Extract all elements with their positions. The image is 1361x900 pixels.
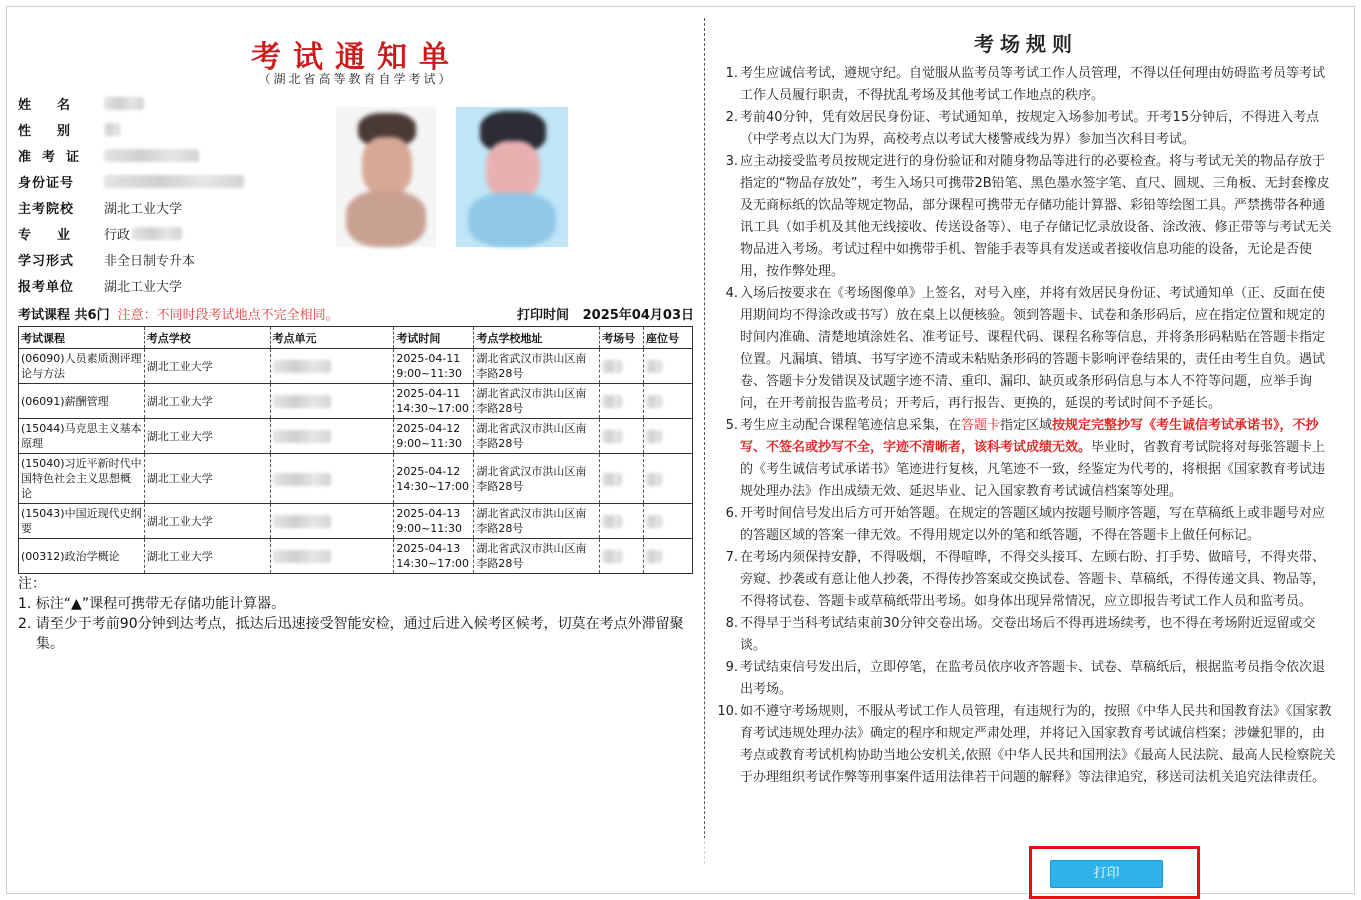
cell-unit — [270, 419, 394, 454]
rule-number: 4. — [725, 286, 738, 301]
cell-course: (15040)习近平新时代中国特色社会主义思想概论 — [19, 454, 145, 504]
rule-number: 10. — [717, 704, 738, 719]
candidate-photo — [336, 107, 436, 247]
cell-seat — [644, 419, 693, 454]
exam-date: 2025-04-13 — [396, 507, 461, 520]
notes-title: 注： — [18, 576, 46, 592]
rule-number: 9. — [725, 660, 738, 675]
rule-number: 5. — [725, 418, 738, 433]
cell-unit — [270, 539, 394, 574]
rule-item — [716, 63, 1336, 107]
redacted-value — [602, 515, 622, 528]
exam-time: 14:30~17:00 — [396, 479, 469, 493]
candidate-info — [18, 90, 338, 298]
rule-number: 8. — [725, 616, 738, 631]
rule-item — [716, 657, 1336, 701]
cell-course: (06090)人员素质测评理论与方法 — [19, 349, 145, 384]
rule-item — [716, 701, 1336, 789]
rule-item — [716, 107, 1336, 151]
table-row — [19, 454, 693, 504]
redacted-value — [602, 473, 622, 486]
info-row-gender — [18, 116, 338, 142]
exam-time: 9:00~11:30 — [396, 437, 462, 450]
exam-date: 2025-04-11 — [396, 387, 461, 400]
cell-school: 湖北工业大学 — [144, 419, 270, 454]
cell-unit — [270, 349, 394, 384]
notice-subtitle: （湖北省高等教育自学考试） — [258, 72, 454, 86]
info-label: 准考证 — [18, 149, 91, 165]
id-photo — [456, 107, 568, 247]
panel-divider — [704, 18, 705, 864]
cell-room — [600, 384, 644, 419]
course-warning: 注意：不同时段考试地点不完全相同。 — [117, 308, 339, 323]
cell-unit — [270, 384, 394, 419]
col-room: 考场号 — [600, 327, 644, 349]
info-label: 主考院校 — [18, 201, 75, 217]
redacted-value — [273, 360, 331, 373]
table-header-row — [19, 327, 693, 349]
col-school: 考点学校 — [144, 327, 270, 349]
cell-time — [394, 504, 474, 539]
cell-address: 湖北省武汉市洪山区南李路28号 — [474, 349, 600, 384]
redacted-value — [104, 149, 199, 162]
notes — [18, 574, 694, 654]
redacted-value — [602, 395, 622, 408]
cell-seat — [644, 454, 693, 504]
redacted-value — [132, 227, 182, 240]
cell-school: 湖北工业大学 — [144, 454, 270, 504]
cell-room — [600, 454, 644, 504]
col-course: 考试课程 — [19, 327, 145, 349]
rule-text: 考试结束信号发出后，立即停笔，在监考员依序收齐答题卡、试卷、草稿纸后，根据监考员指令依次退出考场。 — [740, 660, 1326, 697]
cell-unit — [270, 454, 394, 504]
info-row-name — [18, 90, 338, 116]
exam-time: 14:30~17:00 — [396, 402, 469, 415]
cell-time — [394, 454, 474, 504]
rule-item — [716, 613, 1336, 657]
rule-text: 如不遵守考场规则，不服从考试工作人员管理，有违规行为的，按照《中华人民共和国教育法》《国家教育考试违规处理办法》确定的程序和规定严肃处理，并将记入国家教育考试诚信档案；涉嫌犯罪的，由考点或教育考试机构协助当地公安机关,依照《中华人民共和国刑法》《最高人民法院、最高人民检察院关于办理组织考试作弊等刑事案件适用法律若干问题的解释》等法律追究，移送司法机关追究法律责任。 — [740, 704, 1336, 785]
col-time: 考试时间 — [394, 327, 474, 349]
cell-seat — [644, 349, 693, 384]
info-row-study-mode — [18, 246, 338, 272]
exam-schedule-table — [18, 326, 693, 574]
cell-room — [600, 349, 644, 384]
redacted-value — [646, 395, 662, 408]
redacted-value — [104, 175, 244, 188]
info-label: 报考单位 — [18, 279, 75, 295]
cell-address: 湖北省武汉市洪山区南李路28号 — [474, 384, 600, 419]
cell-school: 湖北工业大学 — [144, 504, 270, 539]
exam-time: 9:00~11:30 — [396, 522, 462, 535]
cell-school: 湖北工业大学 — [144, 384, 270, 419]
redacted-value — [273, 550, 331, 563]
print-time: 打印时间 2025年04月03日 — [517, 308, 694, 323]
course-count: 考试课程 共6门 — [18, 308, 110, 323]
info-label: 学习形式 — [18, 253, 75, 269]
redacted-value — [602, 430, 622, 443]
cell-room — [600, 539, 644, 574]
rule-text: 开考时间信号发出后方可开始答题。在规定的答题区域内按题号顺序答题，写在草稿纸上或非题号对应的答题区域的答案一律无效。不得用规定以外的笔和纸答题，不得在答题卡上做任何标记。 — [740, 506, 1326, 543]
cell-address: 湖北省武汉市洪山区南李路28号 — [474, 454, 600, 504]
cell-time — [394, 384, 474, 419]
rule-number: 3. — [725, 154, 738, 169]
cell-seat — [644, 384, 693, 419]
table-row — [19, 419, 693, 454]
exam-date: 2025-04-12 — [396, 422, 461, 435]
table-row — [19, 349, 693, 384]
info-row-major — [18, 220, 338, 246]
rule-number: 7. — [725, 550, 738, 565]
redacted-value — [646, 430, 662, 443]
redacted-value — [646, 550, 662, 563]
rule-number: 6. — [725, 506, 738, 521]
redacted-value — [273, 515, 331, 528]
info-value: 非全日制专升本 — [104, 253, 196, 269]
redacted-value — [646, 360, 662, 373]
course-summary — [18, 304, 694, 323]
cell-unit — [270, 504, 394, 539]
redacted-value — [646, 473, 662, 486]
cell-address: 湖北省武汉市洪山区南李路28号 — [474, 419, 600, 454]
rule-emphasis: 按规定完整抄写《考生诚信考试承诺书》，不抄写、不签名或抄写不全，字迹不清晰者，该科考试成绩无效。 — [740, 418, 1319, 455]
info-label: 专业 — [18, 227, 97, 243]
cell-room — [600, 419, 644, 454]
info-row-ticket — [18, 142, 338, 168]
exam-time: 14:30~17:00 — [396, 557, 469, 570]
cell-school: 湖北工业大学 — [144, 539, 270, 574]
rule-text: 在考场内须保持安静，不得吸烟，不得喧哗，不得交头接耳、左顾右盼、打手势、做暗号，不得夹带、旁窥、抄袭或有意让他人抄袭，不得传抄答案或交换试卷、答题卡、草稿纸，不得传递文具、物品等，不得将试卷、答题卡或草稿纸带出考场。如身体出现异常情况，应立即报告考试工作人员和监考员。 — [740, 550, 1326, 609]
redacted-value — [646, 515, 662, 528]
table-row — [19, 539, 693, 574]
exam-rules — [716, 28, 1336, 789]
rules-list — [716, 63, 1336, 789]
rule-text — [740, 415, 1336, 503]
cell-course: (00312)政治学概论 — [19, 539, 145, 574]
note-item: 1. 标注“▲”课程可携带无存储功能计算器。 — [18, 596, 286, 612]
redacted-value — [273, 430, 331, 443]
info-row-school — [18, 194, 338, 220]
table-row — [19, 384, 693, 419]
rule-text: 应主动接受监考员按规定进行的身份验证和对随身物品等进行的必要检查。将与考试无关的物品存放于指定的“物品存放处”，考生入场只可携带2B铅笔、黑色墨水签字笔、直尺、圆规、三角板、无封套橡皮及无商标纸的饮品等规定物品，部分课程可携带无存储功能计算器、彩铅等绘图工具。严禁携带各种通讯工具（如手机及其他无线接收、传送设备等）、电子存储记忆录放设备、涂改液、修正带等与考试无关物品进入考场。考试过程中如携带手机、智能手表等具有发送或者接收信息功能的设备，无论是否使用，按作弊处理。 — [740, 154, 1332, 279]
rule-item — [716, 151, 1336, 283]
note-item: 2. 请至少于考前90分钟到达考点，抵达后迅速接受智能安检，通过后进入候考区候考，切莫在考点外滞留聚集。 — [18, 616, 684, 652]
exam-date: 2025-04-13 — [396, 542, 461, 555]
info-value: 湖北工业大学 — [104, 201, 183, 217]
rule-item — [716, 415, 1336, 503]
rule-item — [716, 503, 1336, 547]
rule-number: 2. — [725, 110, 738, 125]
redacted-value — [104, 97, 144, 110]
redacted-value — [104, 123, 120, 136]
col-unit: 考点单元 — [270, 327, 394, 349]
cell-school: 湖北工业大学 — [144, 349, 270, 384]
rule-text: 考前40分钟，凭有效居民身份证、考试通知单，按规定入场参加考试。开考15分钟后，不得进入考点（中学考点以大门为界，高校考点以考试大楼警戒线为界）参加当次科目考试。 — [740, 110, 1320, 147]
exam-time: 9:00~11:30 — [396, 367, 462, 380]
cell-course: (15043)中国近现代史纲要 — [19, 504, 145, 539]
rule-item — [716, 283, 1336, 415]
rule-fragment: 毕业时，省教育考试院将对每张答题卡上的《考生诚信考试承诺书》笔迹进行复核，凡笔迹不一致，经鉴定为代考的，将根据《国家教育考试违规处理办法》作出成绩无效、延迟毕业、记入国家教育考试诚信档案等处理。 — [740, 440, 1326, 499]
cell-time — [394, 349, 474, 384]
cell-course: (15044)马克思主义基本原理 — [19, 419, 145, 454]
redacted-value — [602, 550, 622, 563]
col-address: 考点学校地址 — [474, 327, 600, 349]
cell-address: 湖北省武汉市洪山区南李路28号 — [474, 539, 600, 574]
info-value: 行政 — [104, 227, 131, 243]
rules-title: 考场规则 — [974, 32, 1078, 56]
cell-seat — [644, 504, 693, 539]
cell-time — [394, 539, 474, 574]
rule-text: 入场后按要求在《考场图像单》上签名，对号入座，并将有效居民身份证、考试通知单（正、反面在使用期间均不得涂改或书写）放在桌上以便核验。领到答题卡、试卷和条形码后，应在指定位置和规定的时间内准确、清楚地填涂姓名、准考证号、课程代码、课程名称等信息，并将条形码粘贴在答题卡指定位置。凡漏填、错填、书写字迹不清或未粘贴条形码的答题卡影响评卷结果的，责任由考生自负。遇试卷、答题卡分发错误及试题字迹不清、重印、漏印、缺页或条形码信息与本人不符等问题，应举手询问，在开考前报告监考员；开考后，再行报告、更换的，延误的考试时间不予延长。 — [740, 286, 1326, 411]
info-row-id — [18, 168, 338, 194]
rule-fragment: 考生应主动配合课程笔迹信息采集，在 — [740, 418, 962, 433]
rule-emphasis: 答题卡 — [961, 418, 1001, 433]
info-row-unit — [18, 272, 338, 298]
print-button[interactable]: 打印 — [1050, 860, 1163, 888]
notice-title: 考试通知单 — [251, 40, 461, 75]
exam-date: 2025-04-12 — [396, 464, 461, 478]
rule-text: 不得早于当科考试结束前30分钟交卷出场。交卷出场后不得再进场续考，也不得在考场附近逗留或交谈。 — [740, 616, 1316, 653]
info-value: 湖北工业大学 — [104, 279, 183, 295]
exam-date: 2025-04-11 — [396, 352, 461, 365]
cell-time — [394, 419, 474, 454]
rule-number: 1. — [725, 66, 738, 81]
cell-address: 湖北省武汉市洪山区南李路28号 — [474, 504, 600, 539]
cell-room — [600, 504, 644, 539]
rule-item — [716, 547, 1336, 613]
info-label: 姓名 — [18, 97, 97, 113]
col-seat: 座位号 — [644, 327, 693, 349]
table-row — [19, 504, 693, 539]
redacted-value — [273, 395, 331, 408]
redacted-value — [602, 360, 622, 373]
cell-seat — [644, 539, 693, 574]
info-label: 性别 — [18, 123, 97, 139]
redacted-value — [273, 473, 331, 486]
cell-course: (06091)薪酬管理 — [19, 384, 145, 419]
exam-notice — [18, 14, 694, 874]
info-label: 身份证号 — [18, 175, 75, 191]
rule-fragment: 指定区域 — [1000, 418, 1053, 433]
rule-text: 考生应诚信考试，遵规守纪。自觉服从监考员等考试工作人员管理，不得以任何理由妨碍监考员等考试工作人员履行职责，不得扰乱考场及其他考试工作地点的秩序。 — [740, 66, 1326, 103]
